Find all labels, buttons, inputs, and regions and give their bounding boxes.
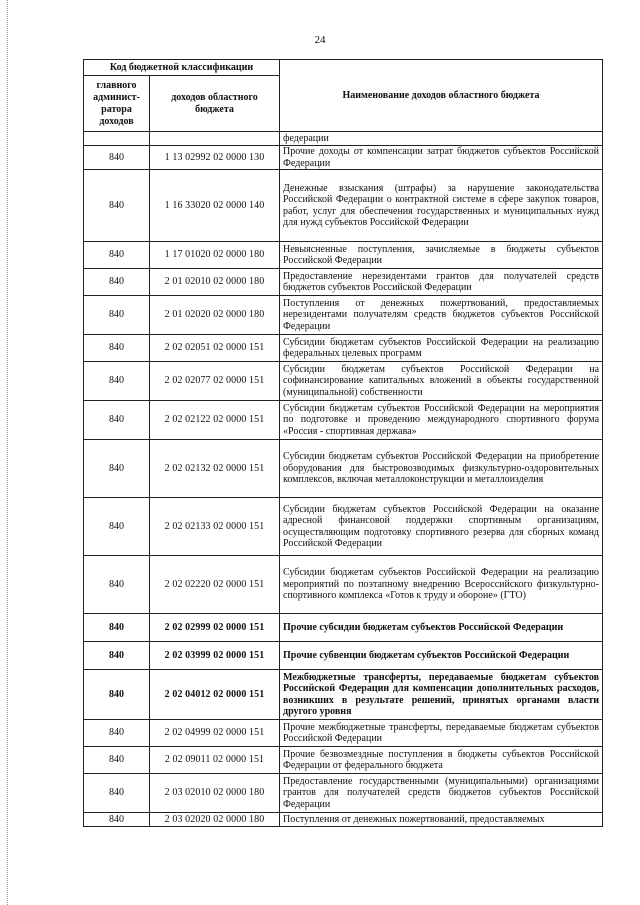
admin-code-cell: 840 (84, 362, 150, 401)
table-row (84, 642, 603, 670)
revenue-name-cell: Субсидии бюджетам субъектов Российской Федерации на приобретение оборудования для быстровозводимых физкультурно-оздоровительных комплексов, включая металлоконструкции и металлоизделия (280, 440, 603, 498)
header-code-column: доходов областного бюджета (150, 76, 280, 132)
table-row (84, 335, 603, 362)
revenue-name-cell: Субсидии бюджетам субъектов Российской Федерации на реализацию мероприятий по поэтапному внедрению Всероссийского физкультурно-спортивного комплекса «Готов к труду и обороне» (ГТО) (280, 556, 603, 614)
budget-code-cell: 1 13 02992 02 0000 130 (150, 146, 280, 170)
revenue-name-cell: Предоставление государственными (муниципальными) организациями грантов для получателей средств бюджетов субъектов Российской Федерации (280, 774, 603, 813)
revenue-name-cell: Субсидии бюджетам субъектов Российской Федерации на мероприятия по подготовке и проведению международного спортивного форума «Россия - спортивная держава» (280, 401, 603, 440)
budget-code-cell: 2 02 02999 02 0000 151 (150, 614, 280, 642)
budget-code-cell: 1 16 33020 02 0000 140 (150, 170, 280, 242)
header-admin-column: главного админист-ратора доходов (84, 76, 150, 132)
budget-code-cell: 2 03 02010 02 0000 180 (150, 774, 280, 813)
table-row (84, 440, 603, 498)
admin-code-cell: 840 (84, 642, 150, 670)
revenue-name-cell: Субсидии бюджетам субъектов Российской Федерации на оказание адресной финансовой поддержки спортивным организациям, осуществляющим подготовку спортивного резерва для сборных команд Российской Федерации (280, 498, 603, 556)
admin-code-cell: 840 (84, 296, 150, 335)
budget-code-cell: 2 02 02220 02 0000 151 (150, 556, 280, 614)
table-row (84, 614, 603, 642)
revenue-name-cell: Прочие субсидии бюджетам субъектов Российской Федерации (280, 614, 603, 642)
table-row (84, 720, 603, 747)
revenue-name-cell: Межбюджетные трансферты, передаваемые бюджетам субъектов Российской Федерации для компенсации дополнительных расходов, возникших в результате решений, принятых органами власти другого уровня (280, 670, 603, 720)
table-row (84, 242, 603, 269)
budget-code-cell: 2 02 02133 02 0000 151 (150, 498, 280, 556)
scan-margin-line (7, 0, 8, 905)
revenue-name-cell: Прочие субвенции бюджетам субъектов Российской Федерации (280, 642, 603, 670)
revenue-name-cell: Прочие доходы от компенсации затрат бюджетов субъектов Российской Федерации (280, 146, 603, 170)
budget-code-cell: 2 02 02051 02 0000 151 (150, 335, 280, 362)
admin-code-cell: 840 (84, 440, 150, 498)
admin-code-cell: 840 (84, 498, 150, 556)
revenue-name-cell: Прочие межбюджетные трансферты, передаваемые бюджетам субъектов Российской Федерации (280, 720, 603, 747)
admin-code-cell: 840 (84, 146, 150, 170)
table-row (84, 146, 603, 170)
table-body (84, 132, 603, 827)
admin-code-cell: 840 (84, 335, 150, 362)
budget-code-cell: 2 02 04012 02 0000 151 (150, 670, 280, 720)
header-name-column: Наименование доходов областного бюджета (280, 60, 603, 132)
revenue-name-cell: Поступления от денежных пожертвований, предоставляемых (280, 813, 603, 827)
budget-code-cell: 2 02 03999 02 0000 151 (150, 642, 280, 670)
table-row (84, 747, 603, 774)
admin-code-cell: 840 (84, 242, 150, 269)
revenue-name-cell: Поступления от денежных пожертвований, предоставляемых нерезидентами получателям средств бюджетов субъектов Российской Федерации (280, 296, 603, 335)
revenue-name-cell: Прочие безвозмездные поступления в бюджеты субъектов Российской Федерации от федерального бюджета (280, 747, 603, 774)
admin-code-cell: 840 (84, 670, 150, 720)
table-row (84, 813, 603, 827)
admin-code-cell: 840 (84, 556, 150, 614)
page-number: 24 (314, 34, 326, 46)
revenue-name-cell: Предоставление нерезидентами грантов для получателей средств бюджетов субъектов Российской Федерации (280, 269, 603, 296)
revenue-name-cell: Субсидии бюджетам субъектов Российской Федерации на софинансирование капитальных вложений в объекты государственной (муниципальной) собственности (280, 362, 603, 401)
table-row (84, 670, 603, 720)
budget-classification-table (83, 59, 603, 827)
continuation-row (84, 132, 603, 146)
continuation-name-cell: федерации (280, 132, 603, 146)
budget-code-cell: 2 02 02122 02 0000 151 (150, 401, 280, 440)
admin-code-cell: 840 (84, 401, 150, 440)
admin-code-cell: 840 (84, 720, 150, 747)
admin-code-cell: 840 (84, 774, 150, 813)
table-row (84, 296, 603, 335)
budget-code-cell: 1 17 01020 02 0000 180 (150, 242, 280, 269)
budget-code-cell: 2 02 09011 02 0000 151 (150, 747, 280, 774)
header-group-title: Код бюджетной классификации (84, 60, 280, 76)
budget-code-cell: 2 03 02020 02 0000 180 (150, 813, 280, 827)
table-row (84, 774, 603, 813)
admin-code-cell: 840 (84, 747, 150, 774)
table-row (84, 498, 603, 556)
budget-code-cell: 2 01 02020 02 0000 180 (150, 296, 280, 335)
budget-code-cell: 2 02 02077 02 0000 151 (150, 362, 280, 401)
table-row (84, 556, 603, 614)
table-row (84, 401, 603, 440)
admin-code-cell: 840 (84, 614, 150, 642)
admin-code-cell: 840 (84, 813, 150, 827)
continuation-admin-cell (84, 132, 150, 146)
table-row (84, 362, 603, 401)
budget-code-cell: 2 01 02010 02 0000 180 (150, 269, 280, 296)
revenue-name-cell: Невыясненные поступления, зачисляемые в бюджеты субъектов Российской Федерации (280, 242, 603, 269)
budget-code-cell: 2 02 02132 02 0000 151 (150, 440, 280, 498)
revenue-name-cell: Денежные взыскания (штрафы) за нарушение законодательства Российской Федерации о контрактной системе в сфере закупок товаров, работ, услуг для обеспечения государственных и муниципальных нужд для нужд субъектов Российской Федерации (280, 170, 603, 242)
continuation-code-cell (150, 132, 280, 146)
table-row (84, 170, 603, 242)
admin-code-cell: 840 (84, 269, 150, 296)
admin-code-cell: 840 (84, 170, 150, 242)
budget-code-cell: 2 02 04999 02 0000 151 (150, 720, 280, 747)
table-row (84, 269, 603, 296)
revenue-name-cell: Субсидии бюджетам субъектов Российской Федерации на реализацию федеральных целевых программ (280, 335, 603, 362)
